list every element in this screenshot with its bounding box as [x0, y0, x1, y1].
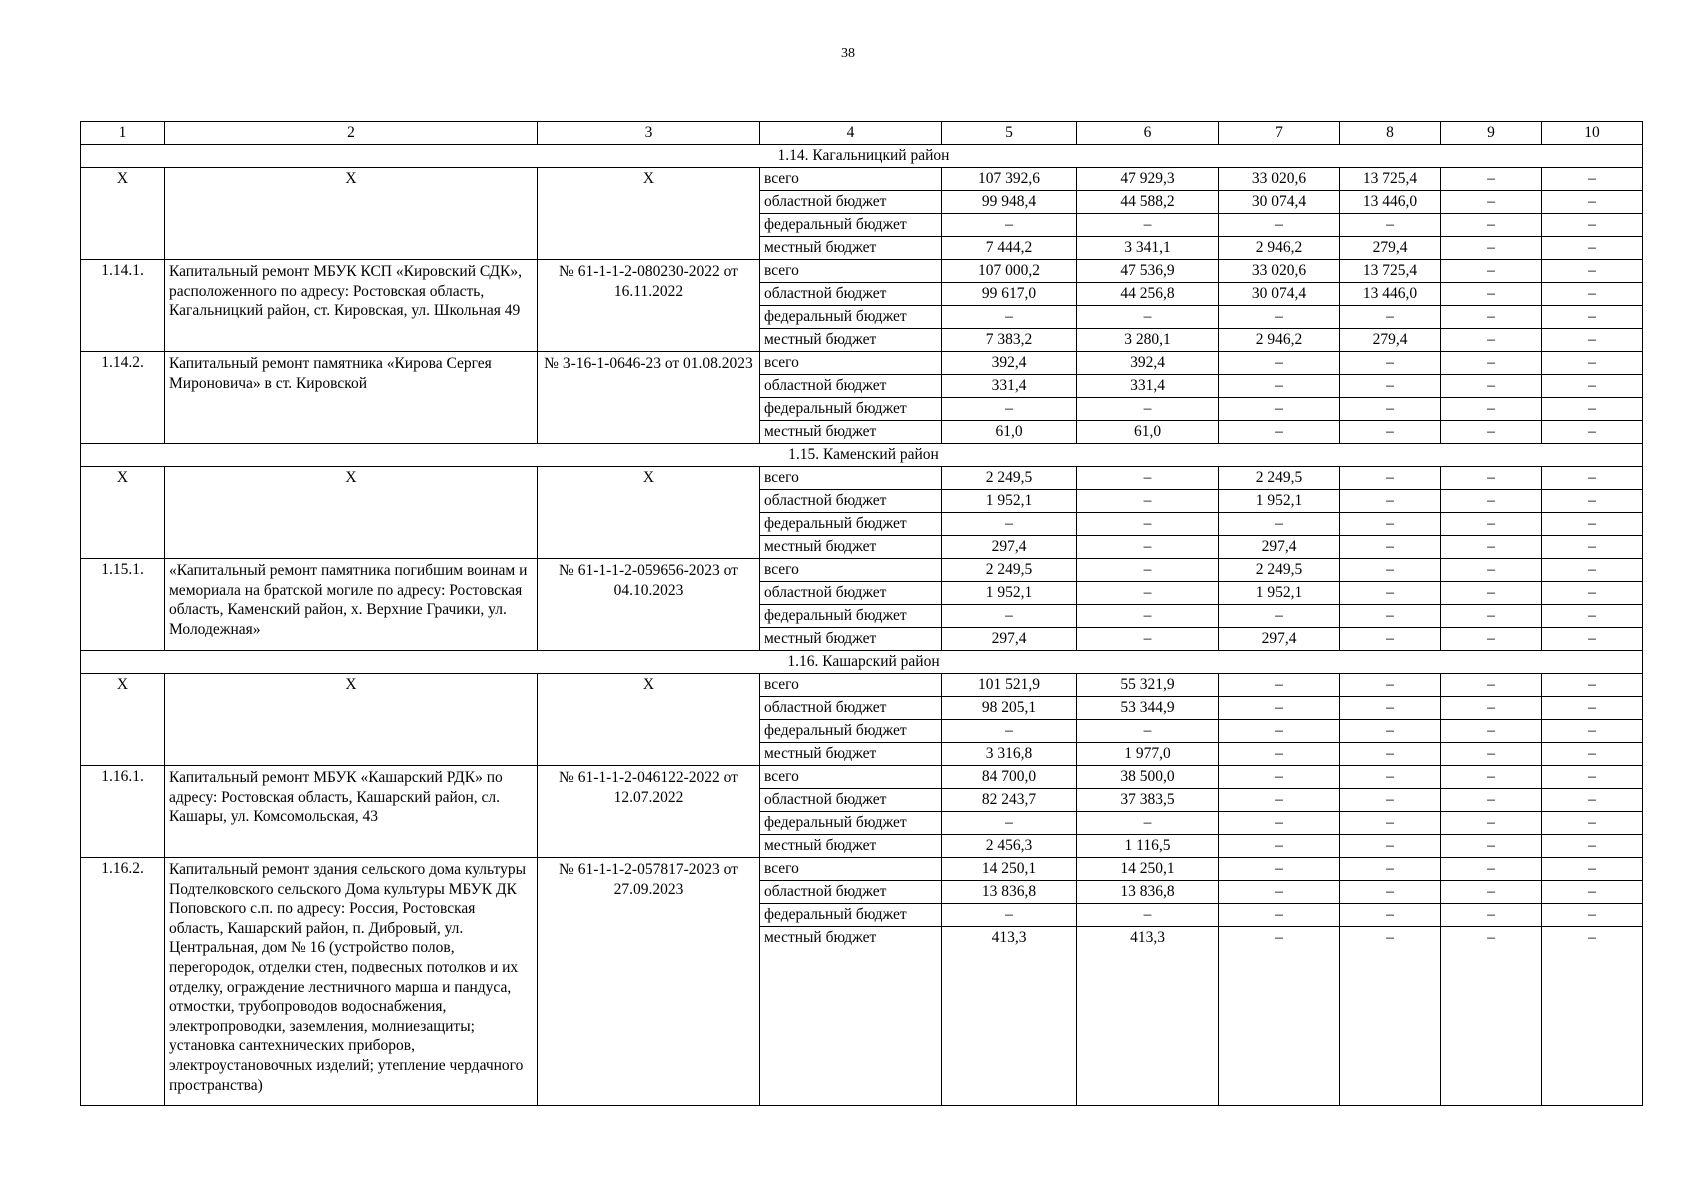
amount-col-10: – — [1542, 720, 1643, 743]
funding-source: федеральный бюджет — [760, 398, 942, 421]
amount-col-6: 37 383,5 — [1077, 789, 1219, 812]
amount-col-8: – — [1340, 582, 1441, 605]
table-row — [81, 352, 1643, 375]
amount-col-6: 14 250,1 — [1077, 858, 1219, 881]
amount-col-9: – — [1441, 605, 1542, 628]
amount-col-5: 99 617,0 — [942, 283, 1077, 306]
item-document: X — [538, 467, 760, 559]
amount-col-9: – — [1441, 858, 1542, 881]
amount-col-6: 47 929,3 — [1077, 168, 1219, 191]
amount-col-8: – — [1340, 927, 1441, 1106]
amount-col-5: 7 383,2 — [942, 329, 1077, 352]
amount-col-9: – — [1441, 812, 1542, 835]
amount-col-7: 1 952,1 — [1219, 490, 1340, 513]
section-row — [81, 145, 1643, 168]
amount-col-6: – — [1077, 720, 1219, 743]
amount-col-5: 7 444,2 — [942, 237, 1077, 260]
amount-col-6: 47 536,9 — [1077, 260, 1219, 283]
amount-col-5: 101 521,9 — [942, 674, 1077, 697]
amount-col-5: – — [942, 720, 1077, 743]
amount-col-7: – — [1219, 789, 1340, 812]
funding-source: всего — [760, 559, 942, 582]
amount-col-9: – — [1441, 260, 1542, 283]
table-row — [81, 260, 1643, 283]
amount-col-9: – — [1441, 835, 1542, 858]
amount-col-10: – — [1542, 375, 1643, 398]
amount-col-10: – — [1542, 674, 1643, 697]
funding-source: областной бюджет — [760, 789, 942, 812]
amount-col-7: – — [1219, 352, 1340, 375]
amount-col-5: 2 249,5 — [942, 559, 1077, 582]
amount-col-7: – — [1219, 421, 1340, 444]
amount-col-9: – — [1441, 720, 1542, 743]
amount-col-6: – — [1077, 513, 1219, 536]
column-header-8: 8 — [1340, 122, 1441, 145]
column-header-1: 1 — [81, 122, 165, 145]
funding-source: областной бюджет — [760, 697, 942, 720]
amount-col-6: – — [1077, 628, 1219, 651]
amount-col-8: – — [1340, 536, 1441, 559]
amount-col-10: – — [1542, 628, 1643, 651]
funding-source: местный бюджет — [760, 421, 942, 444]
column-header-9: 9 — [1441, 122, 1542, 145]
funding-source: местный бюджет — [760, 536, 942, 559]
amount-col-7: – — [1219, 812, 1340, 835]
amount-col-9: – — [1441, 237, 1542, 260]
amount-col-7: – — [1219, 375, 1340, 398]
amount-col-8: – — [1340, 352, 1441, 375]
amount-col-10: – — [1542, 559, 1643, 582]
amount-col-10: – — [1542, 582, 1643, 605]
column-header-10: 10 — [1542, 122, 1643, 145]
funding-source: местный бюджет — [760, 927, 942, 1106]
amount-col-7: 33 020,6 — [1219, 168, 1340, 191]
amount-col-6: – — [1077, 582, 1219, 605]
amount-col-5: 392,4 — [942, 352, 1077, 375]
amount-col-8: – — [1340, 720, 1441, 743]
amount-col-7: – — [1219, 720, 1340, 743]
amount-col-7: 2 946,2 — [1219, 237, 1340, 260]
amount-col-6: – — [1077, 812, 1219, 835]
amount-col-8: 13 446,0 — [1340, 283, 1441, 306]
column-header-5: 5 — [942, 122, 1077, 145]
funding-source: местный бюджет — [760, 329, 942, 352]
column-header-4: 4 — [760, 122, 942, 145]
amount-col-5: 3 316,8 — [942, 743, 1077, 766]
item-document: № 61-1-1-2-080230-2022 от 16.11.2022 — [538, 260, 760, 352]
item-number: 1.15.1. — [81, 559, 165, 651]
amount-col-5: – — [942, 812, 1077, 835]
amount-col-8: – — [1340, 375, 1441, 398]
amount-col-7: – — [1219, 835, 1340, 858]
amount-col-8: – — [1340, 674, 1441, 697]
amount-col-10: – — [1542, 927, 1643, 1106]
amount-col-6: 392,4 — [1077, 352, 1219, 375]
amount-col-6: – — [1077, 398, 1219, 421]
item-number: 1.16.2. — [81, 858, 165, 1106]
funding-source: федеральный бюджет — [760, 720, 942, 743]
section-row — [81, 651, 1643, 674]
amount-col-5: 297,4 — [942, 628, 1077, 651]
table-row — [81, 674, 1643, 697]
amount-col-7: – — [1219, 927, 1340, 1106]
column-header-2: 2 — [165, 122, 538, 145]
table-row — [81, 766, 1643, 789]
amount-col-6: – — [1077, 559, 1219, 582]
amount-col-6: 3 280,1 — [1077, 329, 1219, 352]
amount-col-9: – — [1441, 904, 1542, 927]
amount-col-7: – — [1219, 398, 1340, 421]
amount-col-8: – — [1340, 490, 1441, 513]
amount-col-8: 279,4 — [1340, 237, 1441, 260]
amount-col-9: – — [1441, 168, 1542, 191]
amount-col-9: – — [1441, 421, 1542, 444]
funding-source: федеральный бюджет — [760, 605, 942, 628]
funding-source: областной бюджет — [760, 283, 942, 306]
amount-col-5: 99 948,4 — [942, 191, 1077, 214]
amount-col-9: – — [1441, 214, 1542, 237]
amount-col-7: – — [1219, 306, 1340, 329]
amount-col-8: – — [1340, 766, 1441, 789]
funding-source: федеральный бюджет — [760, 306, 942, 329]
amount-col-9: – — [1441, 536, 1542, 559]
funding-source: федеральный бюджет — [760, 214, 942, 237]
amount-col-6: 13 836,8 — [1077, 881, 1219, 904]
amount-col-7: 2 249,5 — [1219, 559, 1340, 582]
amount-col-5: 297,4 — [942, 536, 1077, 559]
amount-col-8: – — [1340, 421, 1441, 444]
item-number: X — [81, 674, 165, 766]
amount-col-9: – — [1441, 283, 1542, 306]
page-number: 38 — [841, 46, 855, 61]
amount-col-5: 107 000,2 — [942, 260, 1077, 283]
amount-col-7: – — [1219, 881, 1340, 904]
amount-col-10: – — [1542, 398, 1643, 421]
amount-col-10: – — [1542, 881, 1643, 904]
amount-col-6: – — [1077, 214, 1219, 237]
amount-col-6: 3 341,1 — [1077, 237, 1219, 260]
amount-col-7: 297,4 — [1219, 536, 1340, 559]
amount-col-8: – — [1340, 789, 1441, 812]
amount-col-7: – — [1219, 605, 1340, 628]
amount-col-5: – — [942, 398, 1077, 421]
item-name: Капитальный ремонт МБУК КСП «Кировский СДК», расположенного по адресу: Ростовская область, Кагальницкий район, ст. Кировская, ул. Школьная 49 — [165, 260, 538, 352]
funding-source: областной бюджет — [760, 582, 942, 605]
amount-col-8: – — [1340, 812, 1441, 835]
amount-col-5: 107 392,6 — [942, 168, 1077, 191]
amount-col-10: – — [1542, 513, 1643, 536]
amount-col-7: 30 074,4 — [1219, 191, 1340, 214]
amount-col-10: – — [1542, 283, 1643, 306]
table-row — [81, 559, 1643, 582]
amount-col-8: – — [1340, 605, 1441, 628]
item-name: Капитальный ремонт здания сельского дома культуры Подтелковского сельского Дома культуры МБУК ДК Поповского с.п. по адресу: Россия, Ростовская область, Кашарский район, п. Дибровый, ул. Центральная, дом № 16 (устройство полов, перегородок, отделки стен, подвесных потолков и их отделку, ограждение лестничного марша и пандуса, отмостки, трубопроводов водоснабжения, электропроводки, заземления, молниезащиты; установка сантехнических приборов, электроустановочных изделий; утепление чердачного пространства) — [165, 858, 538, 1106]
section-title-cell — [81, 145, 1643, 168]
amount-col-10: – — [1542, 835, 1643, 858]
amount-col-10: – — [1542, 306, 1643, 329]
table-row — [81, 467, 1643, 490]
amount-col-10: – — [1542, 605, 1643, 628]
amount-col-8: – — [1340, 559, 1441, 582]
amount-col-6: – — [1077, 490, 1219, 513]
amount-col-8: – — [1340, 904, 1441, 927]
amount-col-7: 2 249,5 — [1219, 467, 1340, 490]
amount-col-9: – — [1441, 306, 1542, 329]
amount-col-5: 14 250,1 — [942, 858, 1077, 881]
amount-col-6: – — [1077, 306, 1219, 329]
amount-col-5: 82 243,7 — [942, 789, 1077, 812]
item-number: X — [81, 467, 165, 559]
section-row — [81, 444, 1643, 467]
budget-table — [80, 121, 1643, 1106]
amount-col-9: – — [1441, 927, 1542, 1106]
section-title-cell — [81, 651, 1643, 674]
funding-source: всего — [760, 858, 942, 881]
amount-col-5: 98 205,1 — [942, 697, 1077, 720]
amount-col-10: – — [1542, 467, 1643, 490]
amount-col-9: – — [1441, 467, 1542, 490]
amount-col-10: – — [1542, 421, 1643, 444]
amount-col-7: – — [1219, 674, 1340, 697]
funding-source: местный бюджет — [760, 743, 942, 766]
amount-col-8: 13 725,4 — [1340, 260, 1441, 283]
amount-col-10: – — [1542, 490, 1643, 513]
amount-col-10: – — [1542, 536, 1643, 559]
amount-col-8: – — [1340, 306, 1441, 329]
amount-col-7: 2 946,2 — [1219, 329, 1340, 352]
amount-col-5: 13 836,8 — [942, 881, 1077, 904]
funding-source: всего — [760, 168, 942, 191]
amount-col-10: – — [1542, 789, 1643, 812]
item-number: 1.16.1. — [81, 766, 165, 858]
amount-col-6: 53 344,9 — [1077, 697, 1219, 720]
amount-col-10: – — [1542, 812, 1643, 835]
item-number: X — [81, 168, 165, 260]
amount-col-10: – — [1542, 329, 1643, 352]
amount-col-8: – — [1340, 398, 1441, 421]
amount-col-10: – — [1542, 168, 1643, 191]
item-document: № 61-1-1-2-059656-2023 от 04.10.2023 — [538, 559, 760, 651]
amount-col-5: – — [942, 904, 1077, 927]
amount-col-8: – — [1340, 835, 1441, 858]
amount-col-7: – — [1219, 766, 1340, 789]
amount-col-10: – — [1542, 766, 1643, 789]
funding-source: областной бюджет — [760, 490, 942, 513]
amount-col-6: 1 977,0 — [1077, 743, 1219, 766]
amount-col-6: 331,4 — [1077, 375, 1219, 398]
amount-col-10: – — [1542, 214, 1643, 237]
amount-col-5: 331,4 — [942, 375, 1077, 398]
item-name: X — [165, 674, 538, 766]
amount-col-10: – — [1542, 191, 1643, 214]
section-title: 1.14. Кагальницкий район — [777, 147, 950, 164]
amount-col-5: – — [942, 605, 1077, 628]
amount-col-9: – — [1441, 582, 1542, 605]
item-document: № 61-1-1-2-057817-2023 от 27.09.2023 — [538, 858, 760, 1106]
amount-col-9: – — [1441, 881, 1542, 904]
amount-col-6: – — [1077, 467, 1219, 490]
funding-source: областной бюджет — [760, 191, 942, 214]
amount-col-8: – — [1340, 513, 1441, 536]
amount-col-8: – — [1340, 881, 1441, 904]
amount-col-9: – — [1441, 490, 1542, 513]
column-header-6: 6 — [1077, 122, 1219, 145]
amount-col-10: – — [1542, 237, 1643, 260]
funding-source: федеральный бюджет — [760, 513, 942, 536]
table-row — [81, 858, 1643, 881]
item-number: 1.14.2. — [81, 352, 165, 444]
amount-col-7: – — [1219, 513, 1340, 536]
amount-col-9: – — [1441, 628, 1542, 651]
amount-col-9: – — [1441, 743, 1542, 766]
item-document: X — [538, 168, 760, 260]
funding-source: федеральный бюджет — [760, 812, 942, 835]
amount-col-7: – — [1219, 904, 1340, 927]
item-name: X — [165, 168, 538, 260]
amount-col-7: – — [1219, 858, 1340, 881]
amount-col-9: – — [1441, 375, 1542, 398]
column-header-7: 7 — [1219, 122, 1340, 145]
funding-source: всего — [760, 260, 942, 283]
amount-col-6: 61,0 — [1077, 421, 1219, 444]
amount-col-8: – — [1340, 697, 1441, 720]
amount-col-7: 33 020,6 — [1219, 260, 1340, 283]
column-header-3: 3 — [538, 122, 760, 145]
amount-col-10: – — [1542, 352, 1643, 375]
funding-source: областной бюджет — [760, 375, 942, 398]
amount-col-9: – — [1441, 191, 1542, 214]
section-title: 1.15. Каменский район — [788, 446, 939, 463]
item-document: № 3-16-1-0646-23 от 01.08.2023 — [538, 352, 760, 444]
amount-col-5: – — [942, 513, 1077, 536]
amount-col-6: 44 588,2 — [1077, 191, 1219, 214]
amount-col-6: 55 321,9 — [1077, 674, 1219, 697]
amount-col-5: 2 249,5 — [942, 467, 1077, 490]
amount-col-10: – — [1542, 697, 1643, 720]
amount-col-9: – — [1441, 789, 1542, 812]
amount-col-6: – — [1077, 605, 1219, 628]
amount-col-8: – — [1340, 743, 1441, 766]
amount-col-9: – — [1441, 398, 1542, 421]
amount-col-8: – — [1340, 214, 1441, 237]
funding-source: всего — [760, 674, 942, 697]
funding-source: областной бюджет — [760, 881, 942, 904]
amount-col-8: 279,4 — [1340, 329, 1441, 352]
amount-col-5: 1 952,1 — [942, 582, 1077, 605]
item-name: Капитальный ремонт МБУК «Кашарский РДК» по адресу: Ростовская область, Кашарский район, сл. Кашары, ул. Комсомольская, 43 — [165, 766, 538, 858]
amount-col-6: 38 500,0 — [1077, 766, 1219, 789]
amount-col-7: 30 074,4 — [1219, 283, 1340, 306]
item-name: X — [165, 467, 538, 559]
funding-source: местный бюджет — [760, 628, 942, 651]
amount-col-6: – — [1077, 904, 1219, 927]
amount-col-8: – — [1340, 858, 1441, 881]
amount-col-8: 13 725,4 — [1340, 168, 1441, 191]
funding-source: всего — [760, 766, 942, 789]
amount-col-9: – — [1441, 329, 1542, 352]
amount-col-9: – — [1441, 352, 1542, 375]
amount-col-10: – — [1542, 904, 1643, 927]
amount-col-10: – — [1542, 260, 1643, 283]
item-document: № 61-1-1-2-046122-2022 от 12.07.2022 — [538, 766, 760, 858]
funding-source: всего — [760, 352, 942, 375]
item-document: X — [538, 674, 760, 766]
amount-col-7: – — [1219, 697, 1340, 720]
section-title: 1.16. Кашарский район — [787, 653, 940, 670]
amount-col-5: 84 700,0 — [942, 766, 1077, 789]
amount-col-9: – — [1441, 559, 1542, 582]
section-title-cell — [81, 444, 1643, 467]
amount-col-5: – — [942, 306, 1077, 329]
amount-col-9: – — [1441, 766, 1542, 789]
item-name: Капитальный ремонт памятника «Кирова Сергея Мироновича» в ст. Кировской — [165, 352, 538, 444]
amount-col-5: 2 456,3 — [942, 835, 1077, 858]
amount-col-7: – — [1219, 214, 1340, 237]
amount-col-7: 1 952,1 — [1219, 582, 1340, 605]
amount-col-7: 297,4 — [1219, 628, 1340, 651]
funding-source: местный бюджет — [760, 237, 942, 260]
amount-col-8: 13 446,0 — [1340, 191, 1441, 214]
amount-col-9: – — [1441, 697, 1542, 720]
header-row — [81, 122, 1643, 145]
amount-col-10: – — [1542, 743, 1643, 766]
funding-source: федеральный бюджет — [760, 904, 942, 927]
item-number: 1.14.1. — [81, 260, 165, 352]
funding-source: всего — [760, 467, 942, 490]
amount-col-6: – — [1077, 536, 1219, 559]
table-row — [81, 168, 1643, 191]
amount-col-5: 413,3 — [942, 927, 1077, 1106]
amount-col-6: 1 116,5 — [1077, 835, 1219, 858]
amount-col-9: – — [1441, 513, 1542, 536]
amount-col-6: 413,3 — [1077, 927, 1219, 1106]
amount-col-8: – — [1340, 467, 1441, 490]
amount-col-6: 44 256,8 — [1077, 283, 1219, 306]
amount-col-7: – — [1219, 743, 1340, 766]
amount-col-9: – — [1441, 674, 1542, 697]
amount-col-10: – — [1542, 858, 1643, 881]
item-name: «Капитальный ремонт памятника погибшим воинам и мемориала на братской могиле по адресу: Ростовская область, Каменский район, х. Верхние Грачики, ул. Молодежная» — [165, 559, 538, 651]
amount-col-5: 1 952,1 — [942, 490, 1077, 513]
funding-source: местный бюджет — [760, 835, 942, 858]
amount-col-5: 61,0 — [942, 421, 1077, 444]
amount-col-5: – — [942, 214, 1077, 237]
amount-col-8: – — [1340, 628, 1441, 651]
